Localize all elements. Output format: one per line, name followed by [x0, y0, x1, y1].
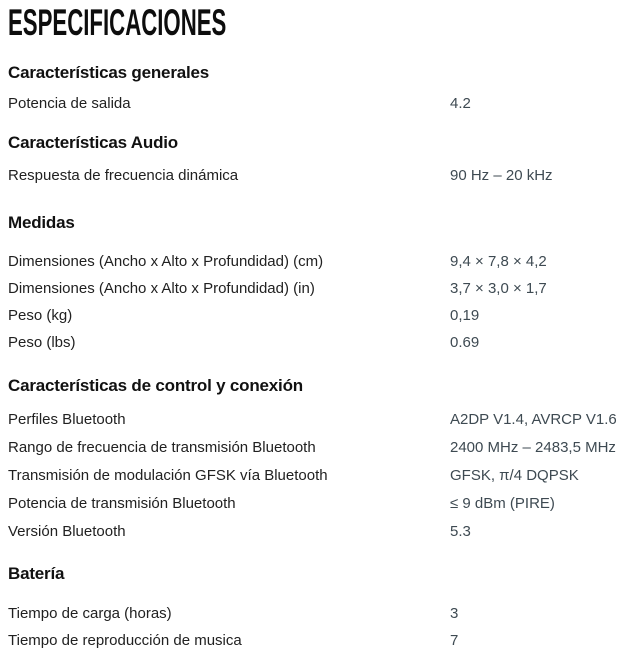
section-rows — [8, 162, 636, 189]
spec-value: 3,7 × 3,0 × 1,7 — [450, 280, 547, 297]
section-heading: Medidas — [8, 213, 75, 232]
section-rows — [8, 248, 636, 356]
spec-label: Peso (lbs) — [8, 334, 76, 351]
section-heading: Batería — [8, 564, 65, 583]
section-rows — [8, 90, 636, 117]
spec-sections — [8, 63, 636, 654]
spec-section — [8, 133, 636, 189]
spec-value: 0.69 — [450, 334, 480, 351]
spec-row — [8, 627, 636, 654]
spec-label: Transmisión de modulación GFSK vía Bluetooth — [8, 467, 328, 484]
spec-value: 2400 MHz – 2483,5 MHz — [450, 439, 616, 456]
spec-label: Rango de frecuencia de transmisión Bluetooth — [8, 439, 316, 456]
section-heading: Características Audio — [8, 133, 178, 152]
spec-section — [8, 376, 636, 546]
spec-section — [8, 63, 636, 117]
spec-value: 3 — [450, 605, 459, 622]
spec-row — [8, 406, 636, 434]
spec-label: Peso (kg) — [8, 307, 73, 324]
spec-row — [8, 518, 636, 546]
spec-value: 4.2 — [450, 95, 471, 112]
spec-row — [8, 434, 636, 462]
spec-label: Dimensiones (Ancho x Alto x Profundidad) (in) — [8, 280, 315, 297]
section-heading: Características de control y conexión — [8, 376, 303, 395]
spec-label: Perfiles Bluetooth — [8, 411, 126, 428]
spec-row — [8, 90, 636, 117]
spec-value: A2DP V1.4, AVRCP V1.6 — [450, 411, 617, 428]
spec-value: GFSK, π/4 DQPSK — [450, 467, 579, 484]
spec-label: Respuesta de frecuencia dinámica — [8, 167, 239, 184]
spec-row — [8, 162, 636, 189]
spec-row — [8, 490, 636, 518]
spec-row — [8, 329, 636, 356]
page-title: ESPECIFICACIONES — [8, 2, 227, 43]
spec-value: ≤ 9 dBm (PIRE) — [450, 495, 555, 512]
spec-value: 9,4 × 7,8 × 4,2 — [450, 253, 547, 270]
spec-row — [8, 462, 636, 490]
spec-row — [8, 275, 636, 302]
spec-label: Dimensiones (Ancho x Alto x Profundidad) (cm) — [8, 253, 324, 270]
spec-label: Potencia de transmisión Bluetooth — [8, 495, 236, 512]
spec-section — [8, 564, 636, 654]
spec-value: 0,19 — [450, 307, 480, 324]
spec-label: Tiempo de reproducción de musica — [8, 632, 242, 649]
spec-label: Versión Bluetooth — [8, 523, 126, 540]
section-heading: Características generales — [8, 63, 210, 82]
section-rows — [8, 406, 636, 546]
spec-value: 7 — [450, 632, 459, 649]
spec-row — [8, 302, 636, 329]
section-rows — [8, 600, 636, 654]
spec-label: Potencia de salida — [8, 95, 131, 112]
spec-value: 5.3 — [450, 523, 471, 540]
spec-value: 90 Hz – 20 kHz — [450, 167, 553, 184]
spec-label: Tiempo de carga (horas) — [8, 605, 172, 622]
spec-section — [8, 213, 636, 356]
spec-row — [8, 600, 636, 627]
spec-row — [8, 248, 636, 275]
